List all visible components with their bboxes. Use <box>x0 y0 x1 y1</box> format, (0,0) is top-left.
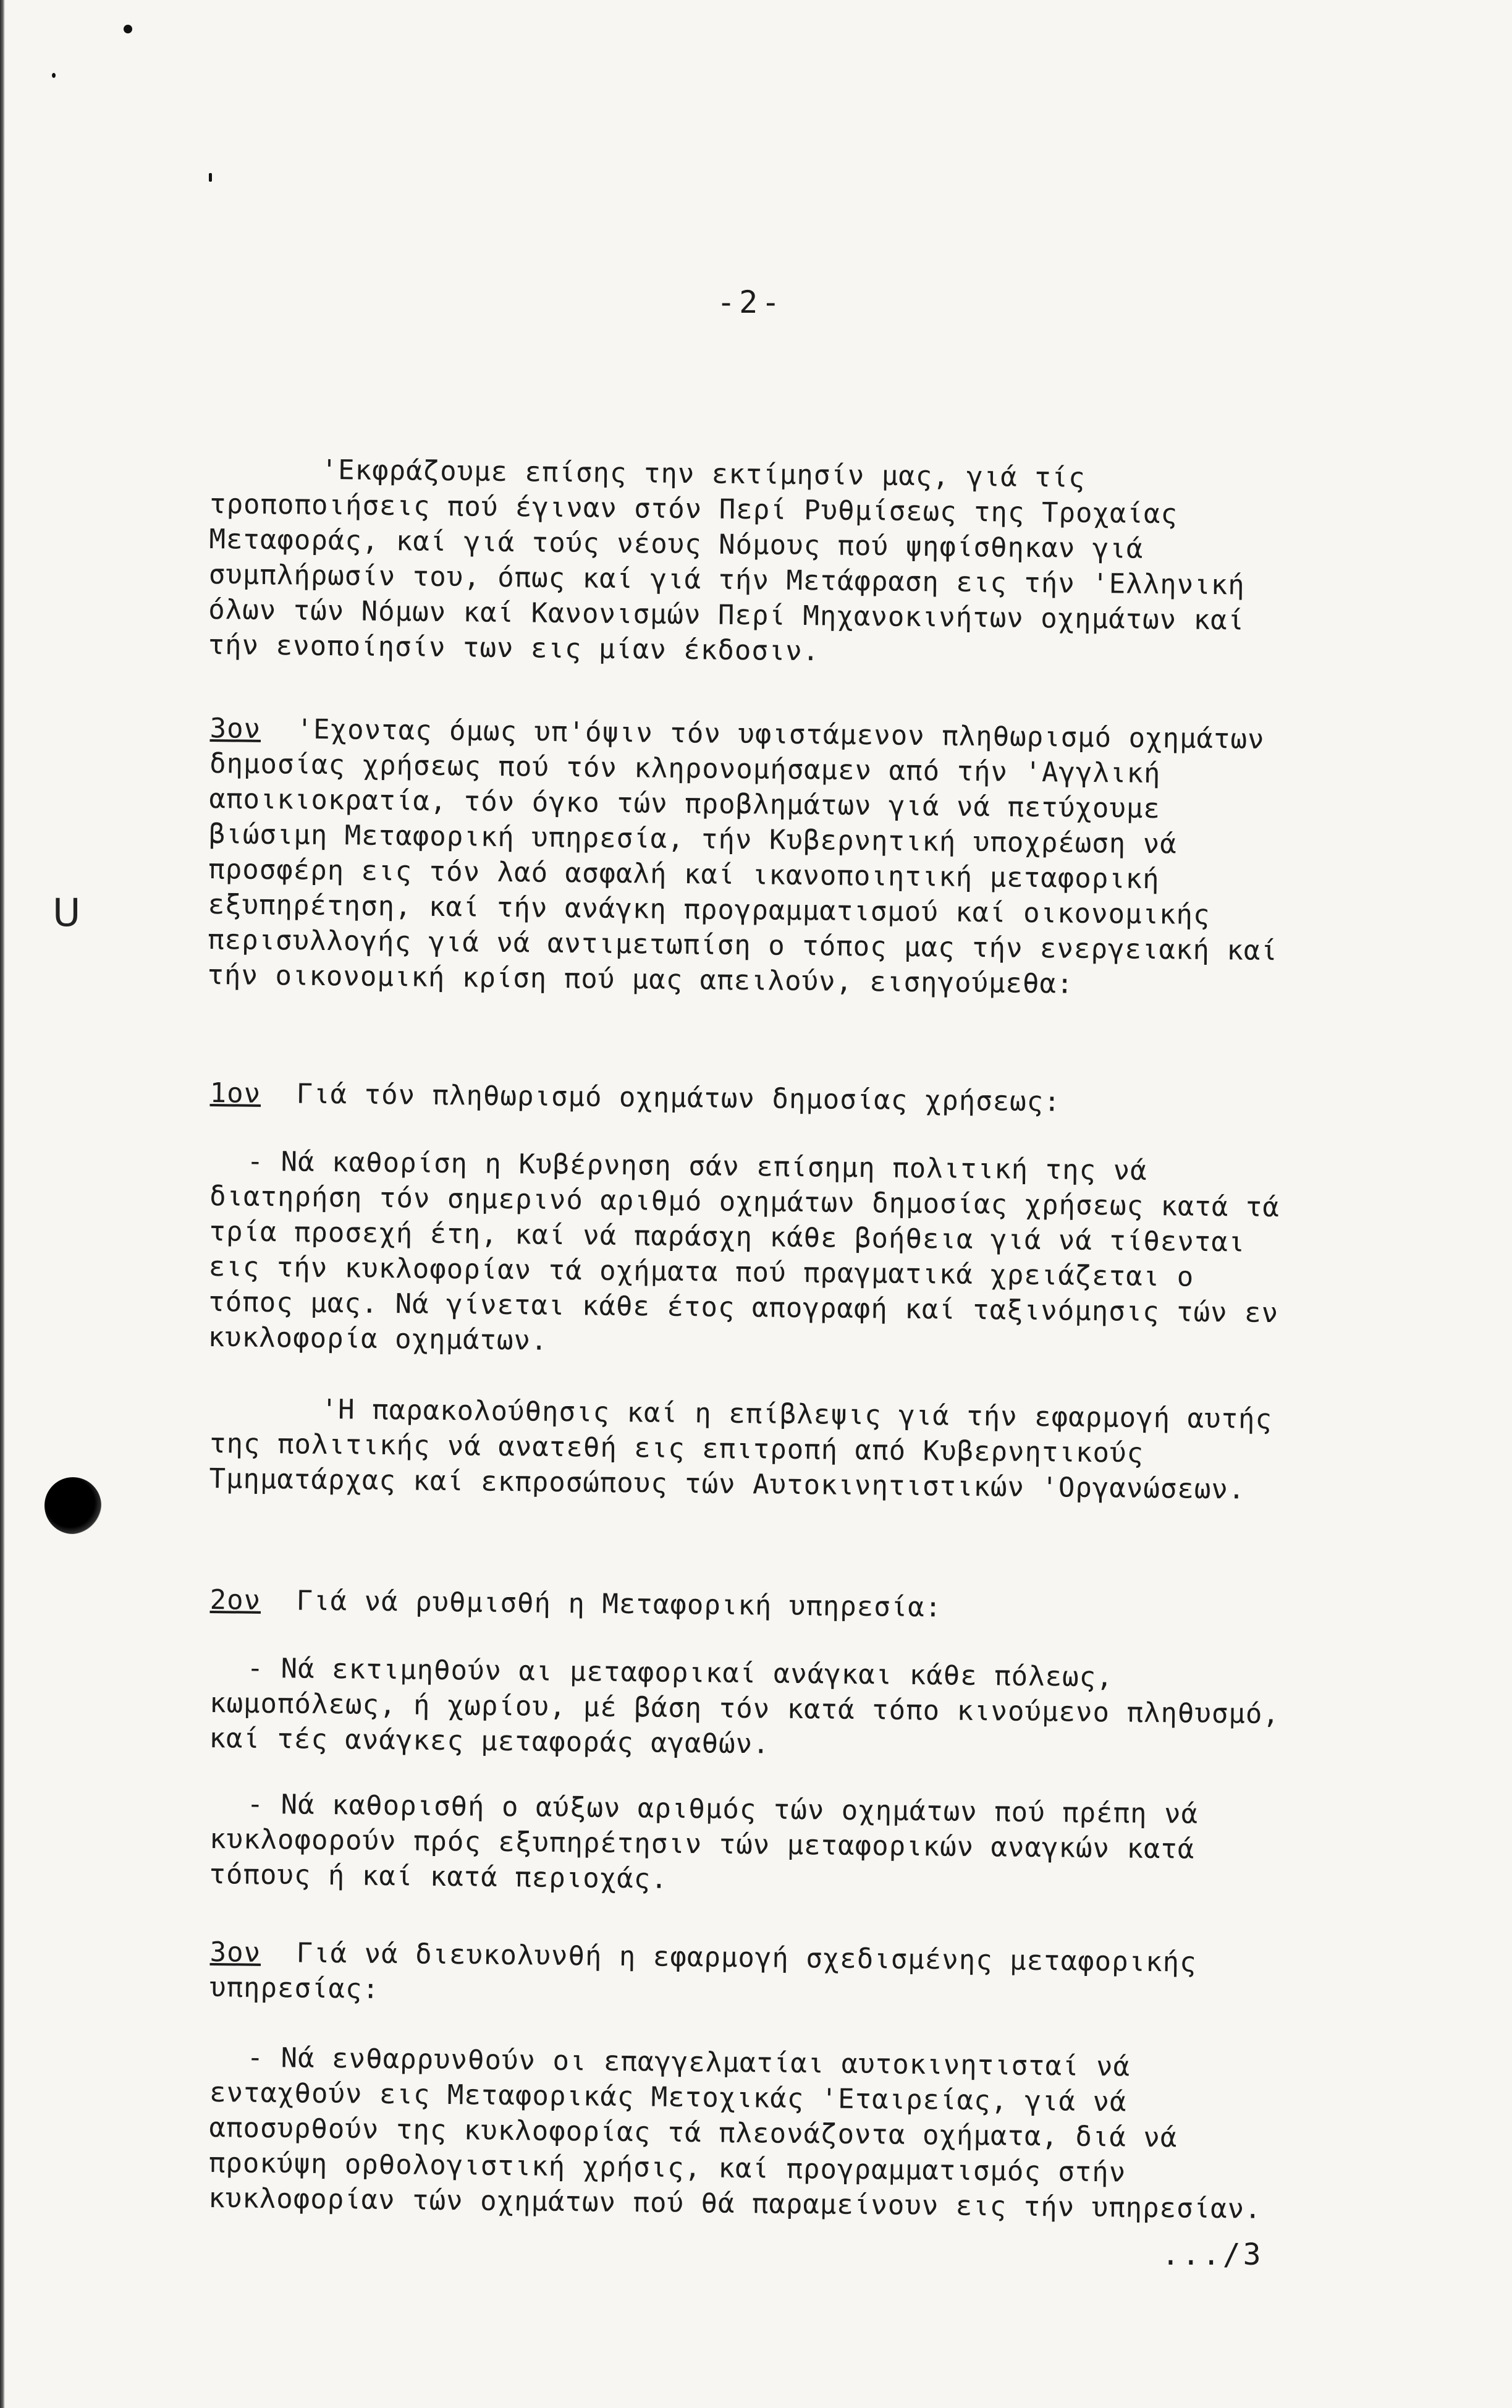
page-number: -2- <box>717 284 784 320</box>
paragraph <box>207 711 1285 1004</box>
paragraph-text: Νά εκτιμηθούν αι μεταφορικαί ανάγκαι κάθε πόλεως, κωμοπόλεως, ή χωρίου, μέ βάση τόν κατά τόπο κινούμενο πληθυσμό, καί τές ανάγκες μεταφοράς αγαθών. <box>209 1653 1280 1760</box>
scan-dot <box>124 25 132 33</box>
paragraph <box>209 1391 1285 1507</box>
section-title: Γιά τόν πληθωρισμό οχημάτων δημοσίας χρήσεως: <box>296 1078 1061 1118</box>
paragraph-text: 'Εκφράζουμε επίσης την εκτίμησίν μας, γιά τίς τροποποιήσεις πού έγιναν στόν Περί Ρυθμίσεως της Τροχαίας Μεταφοράς, καί γιά τούς νέους Νόμους πού ψηφίσθηκαν γιά συμπλήρωσίν του, όπως καί γιά τήν Μετάφραση εις τήν 'Ελληνική όλων τών Νόμων καί Κανονισμών Περί Μηχανοκινήτων οχημάτων καί τήν ενοποίησίν των εις μίαν έκδοσιν. <box>208 454 1245 668</box>
bullet-dash: - <box>247 1788 264 1820</box>
paragraph-text: Νά καθορισθή ο αύξων αριθμός τών οχημάτων πού πρέπη νά κυκλοφορούν πρός εξυπηρέτησιν τών μεταφορικών αναγκών κατά τόπους ή καί κατά περιοχάς. <box>209 1789 1199 1895</box>
section-number: 3ον <box>209 712 261 745</box>
bullet-dash: - <box>247 2041 264 2074</box>
section-number: 2ον <box>209 1583 261 1616</box>
section-heading <box>209 1582 1285 1629</box>
paragraph <box>208 451 1285 674</box>
paragraph-text: Νά καθορίση η Κυβέρνηση σάν επίσημη πολιτική της νά διατηρήση τόν σημερινό αριθμό οχημάτων δημοσίας χρήσεως κατά τά τρία προσεχή έτη, καί νά παράσχη κάθε βοήθεια γιά νά τίθενται εις τήν κυκλοφορίαν τά οχήματα πού πραγματικά χρειάζεται ο τόπος μας. Νά γίνεται κάθε έτος απογραφή καί ταξινόμησις τών εν κυκλοφορία οχημάτων. <box>208 1146 1280 1357</box>
section-number: 1ον <box>209 1077 261 1109</box>
section-heading <box>209 1075 1285 1122</box>
section-title: Γιά νά ρυθμισθή η Μεταφορική υπηρεσία: <box>296 1585 942 1624</box>
punch-hole <box>44 1477 101 1534</box>
bullet-paragraph <box>209 1650 1285 1767</box>
paragraph-text: Νά ενθαρρυνθούν οι επαγγελματίαι αυτοκινητισταί νά ενταχθούν εις Μεταφορικάς Μετοχικάς 'Εταιρείας, γιά νά αποσυρθούν της κυκλοφορίας τά πλεονάζοντα οχήματα, διά νά προκύψη ορθολογιστική χρήσις, καί προγραμματισμός στήν κυκλοφορίαν τών οχημάτων πού θά παραμείνουν εις τήν υπηρεσίαν. <box>208 2042 1262 2225</box>
section-number: 3ον <box>209 1936 261 1969</box>
bullet-paragraph <box>209 1786 1285 1903</box>
continuation-marker: .../3 <box>1162 2237 1264 2272</box>
section-title: Γιά νά διευκολυνθή η εφαρμογή σχεδισμένης μεταφορικής υπηρεσίας: <box>209 1937 1197 2005</box>
bullet-paragraph <box>208 1143 1285 1366</box>
bullet-dash: - <box>247 1145 264 1177</box>
handwritten-mark: ᑌ <box>53 890 81 935</box>
paragraph-text: 'Εχοντας όμως υπ'όψιν τόν υφιστάμενον πληθωρισμό οχημάτων δημοσίας χρήσεως πού τόν κληρονομήσαμεν από τήν 'Αγγλική αποικιοκρατία, τόν όγκο τών προβλημάτων γιά νά πετύχουμε βιώσιμη Μεταφορική υπηρεσία, τήν Κυβερνητική υποχρέωση νά προσφέρη εις τόν λαό ασφαλή καί ικανοποιητική μεταφορική εξυπηρέτηση, καί τήν ανάγκη προγραμματισμού καί οικονομικής περισυλλογής γιά νά αντιμετωπίση ο τόπος μας τήν ενεργειακή καί τήν οικονομική κρίση πού μας απειλούν, εισηγούμεθα: <box>207 713 1278 1000</box>
section-heading <box>209 1935 1285 2016</box>
scan-dot <box>52 73 56 78</box>
scan-edge <box>0 0 5 2408</box>
bullet-dash: - <box>247 1652 264 1684</box>
scan-dot <box>209 173 212 182</box>
paragraph-text: 'Η παρακολούθησις καί η επίβλεψις γιά τήν εφαρμογή αυτής της πολιτικής νά ανατεθή εις επιτροπή από Κυβερνητικούς Τμηματάρχας καί εκπροσώπους τών Αυτοκινητιστικών 'Οργανώσεων. <box>209 1393 1273 1506</box>
bullet-paragraph <box>208 2040 1285 2227</box>
